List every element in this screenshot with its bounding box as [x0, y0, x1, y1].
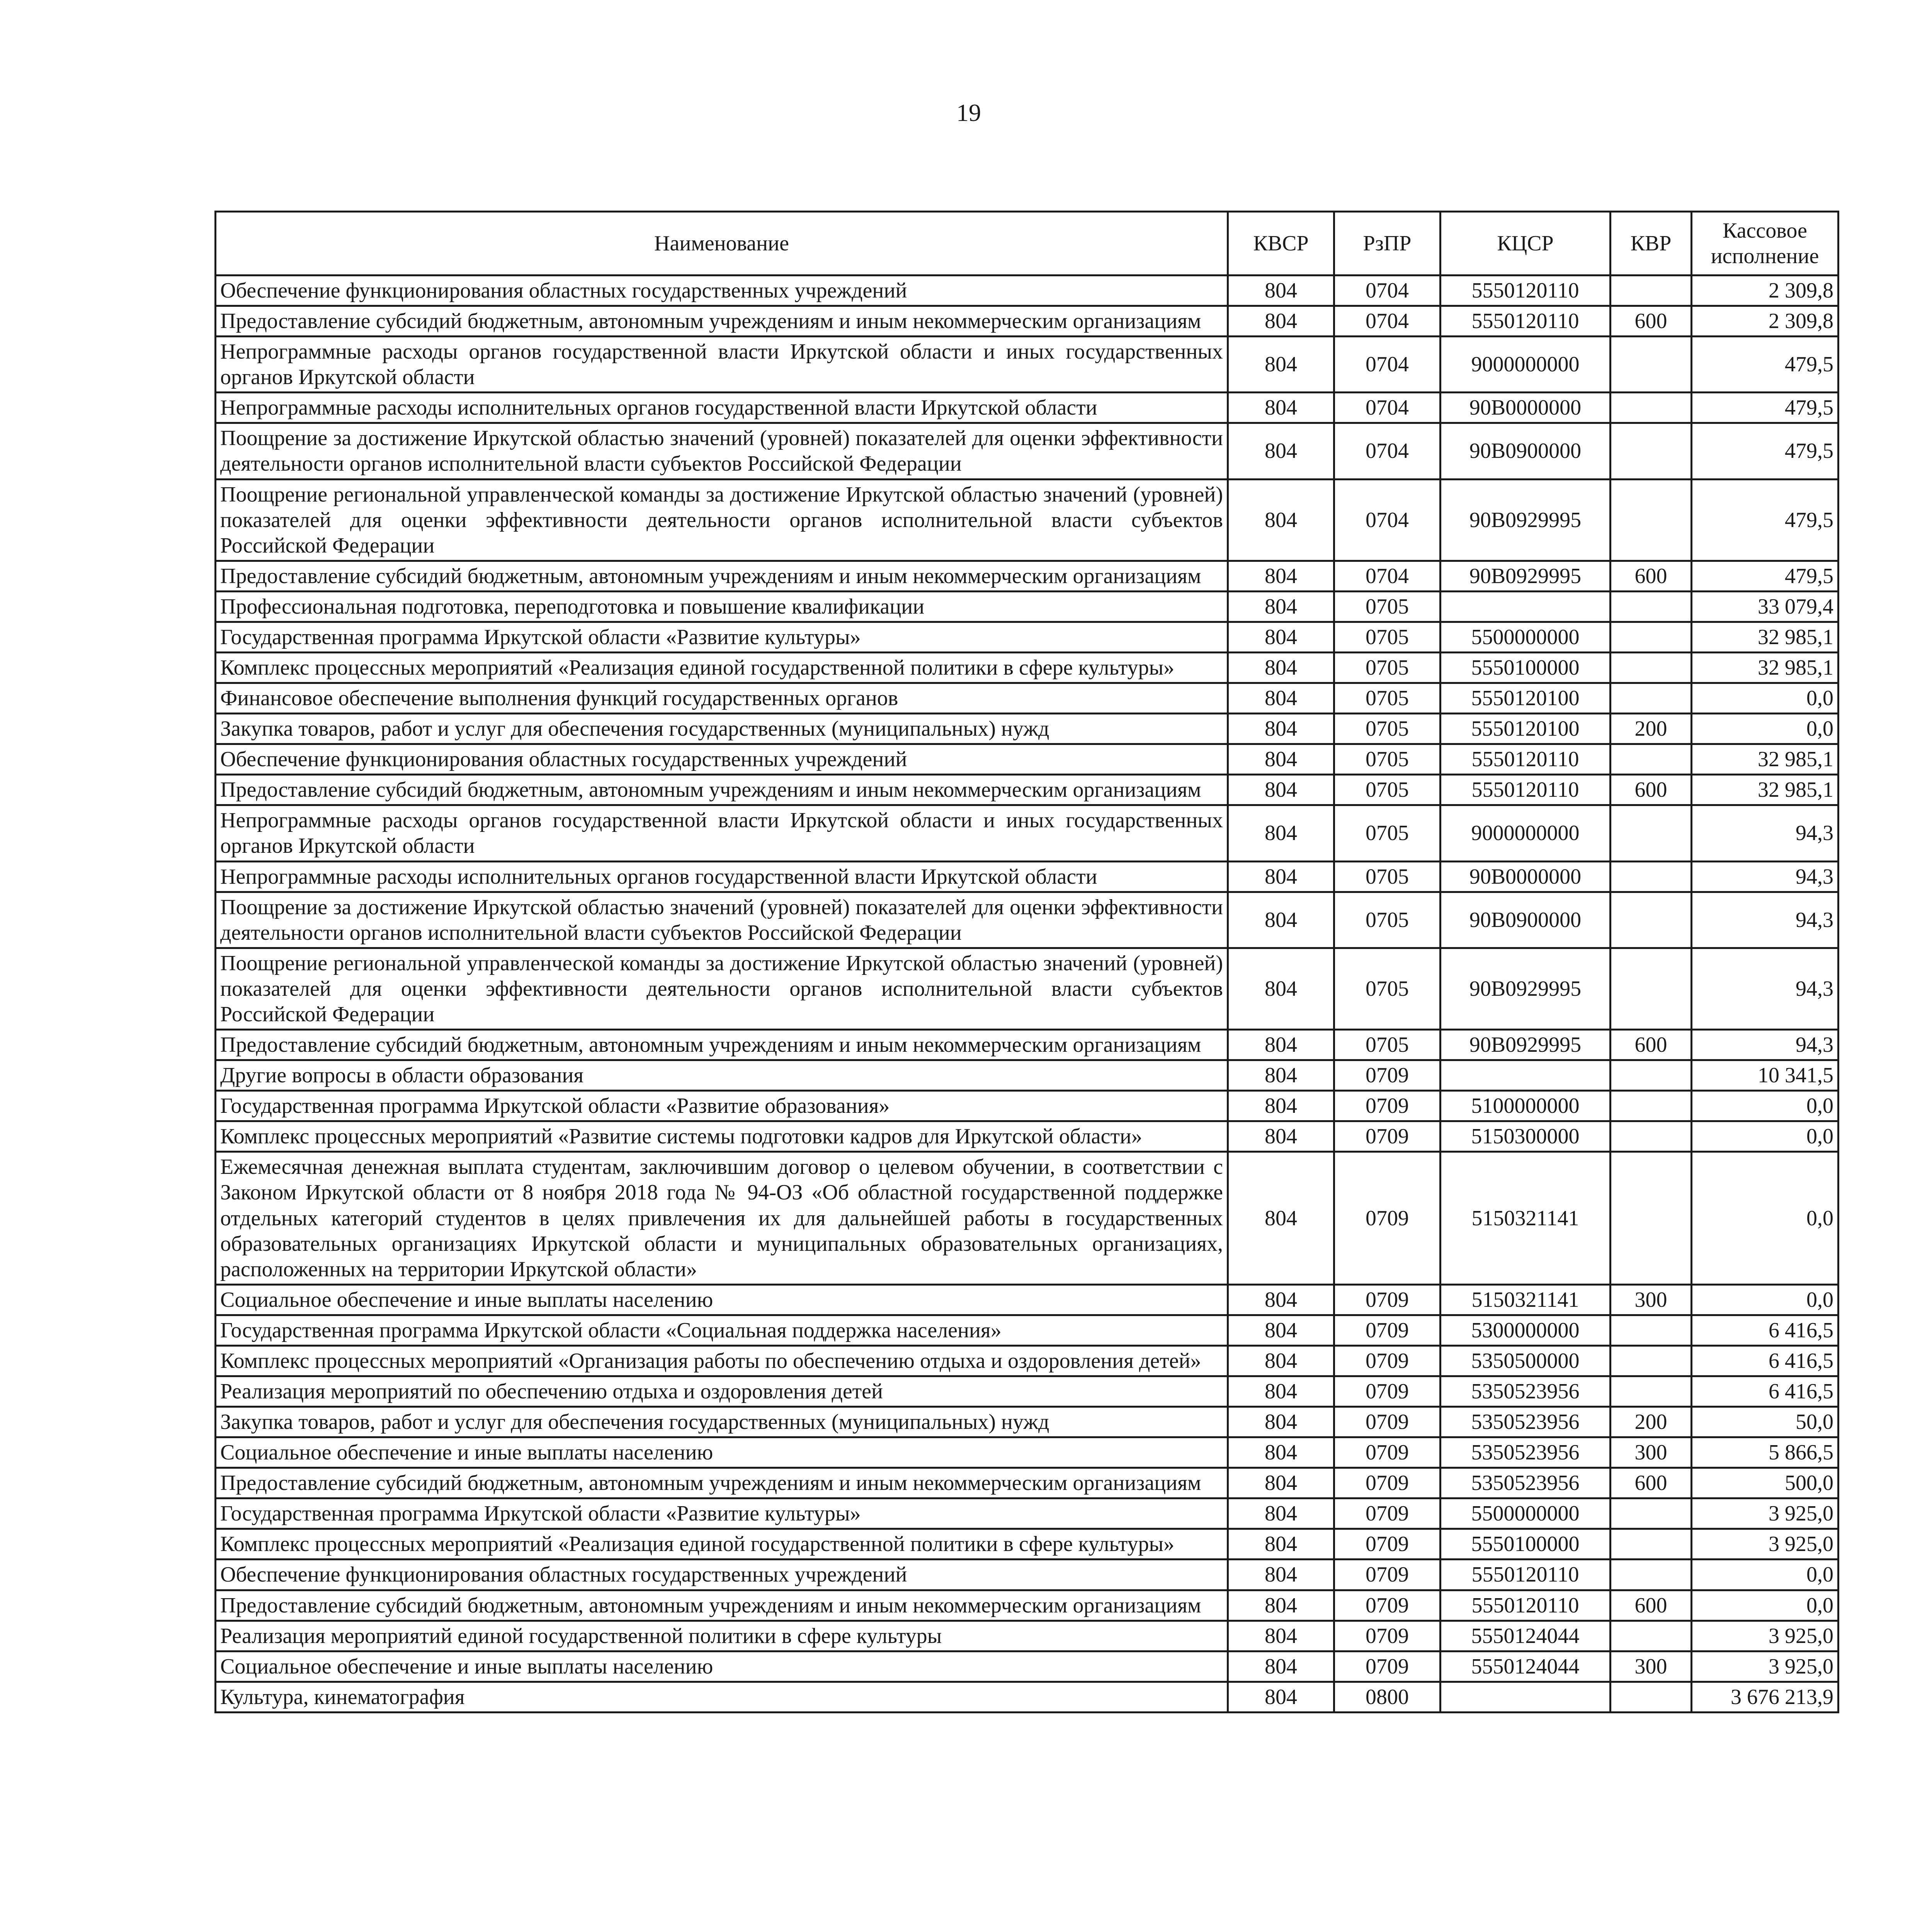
row-kvr-cell	[1611, 337, 1692, 393]
row-rzpr-cell: 0709	[1334, 1091, 1440, 1121]
row-amount-cell: 5 866,5	[1692, 1437, 1838, 1468]
row-amount-cell: 50,0	[1692, 1407, 1838, 1437]
row-amount-cell: 479,5	[1692, 423, 1838, 479]
table-row	[216, 1315, 1838, 1345]
row-name-cell: Предоставление субсидий бюджетным, автономным учреждениям и иным некоммерческим организациям	[216, 1468, 1228, 1498]
row-rzpr-cell: 0709	[1334, 1060, 1440, 1091]
row-name-cell: Государственная программа Иркутской области «Развитие образования»	[216, 1091, 1228, 1121]
page-number: 19	[956, 99, 981, 126]
row-kvr-cell	[1611, 1376, 1692, 1406]
table-row	[216, 1651, 1838, 1682]
row-kvsr-cell: 804	[1228, 561, 1334, 591]
table-row	[216, 1152, 1838, 1284]
row-kvr-cell	[1611, 744, 1692, 775]
row-kcsr-cell: 5550120110	[1440, 1590, 1611, 1621]
row-kvsr-cell: 804	[1228, 1030, 1334, 1060]
row-amount-cell: 6 416,5	[1692, 1345, 1838, 1376]
row-kvr-cell	[1611, 1498, 1692, 1529]
row-amount-cell: 6 416,5	[1692, 1315, 1838, 1345]
row-rzpr-cell: 0705	[1334, 861, 1440, 892]
row-name-cell: Комплекс процессных мероприятий «Реализация единой государственной политики в сфере культуры»	[216, 653, 1228, 683]
row-kvr-cell	[1611, 1091, 1692, 1121]
row-kvsr-cell: 804	[1228, 1560, 1334, 1590]
table-row	[216, 622, 1838, 652]
table-row	[216, 1468, 1838, 1498]
row-kvsr-cell: 804	[1228, 1437, 1334, 1468]
table-row	[216, 1030, 1838, 1060]
row-kvsr-cell: 804	[1228, 683, 1334, 714]
row-name-cell: Предоставление субсидий бюджетным, автономным учреждениям и иным некоммерческим организациям	[216, 1030, 1228, 1060]
row-kcsr-cell: 5550124044	[1440, 1651, 1611, 1682]
row-kvsr-cell: 804	[1228, 393, 1334, 423]
budget-table	[214, 211, 1839, 1713]
row-kcsr-cell: 5550120110	[1440, 1560, 1611, 1590]
row-rzpr-cell: 0709	[1334, 1651, 1440, 1682]
row-kvr-cell	[1611, 423, 1692, 479]
row-name-cell: Профессиональная подготовка, переподготовка и повышение квалификации	[216, 591, 1228, 622]
row-kvsr-cell: 804	[1228, 892, 1334, 948]
row-kvr-cell	[1611, 948, 1692, 1029]
header-rzpr: РзПР	[1334, 212, 1440, 276]
row-name-cell: Социальное обеспечение и иные выплаты населению	[216, 1651, 1228, 1682]
row-name-cell: Комплекс процессных мероприятий «Развитие системы подготовки кадров для Иркутской области»	[216, 1121, 1228, 1152]
row-kvsr-cell: 804	[1228, 1091, 1334, 1121]
row-rzpr-cell: 0705	[1334, 775, 1440, 805]
row-rzpr-cell: 0705	[1334, 805, 1440, 861]
row-rzpr-cell: 0705	[1334, 714, 1440, 744]
row-kvsr-cell: 804	[1228, 622, 1334, 652]
row-kcsr-cell: 5550100000	[1440, 1529, 1611, 1560]
row-rzpr-cell: 0709	[1334, 1152, 1440, 1284]
row-rzpr-cell: 0709	[1334, 1498, 1440, 1529]
row-rzpr-cell: 0704	[1334, 561, 1440, 591]
table-row	[216, 1376, 1838, 1406]
row-rzpr-cell: 0709	[1334, 1345, 1440, 1376]
row-kcsr-cell	[1440, 591, 1611, 622]
row-amount-cell: 2 309,8	[1692, 306, 1838, 337]
row-name-cell: Предоставление субсидий бюджетным, автономным учреждениям и иным некоммерческим организациям	[216, 306, 1228, 337]
row-kcsr-cell: 5550120110	[1440, 744, 1611, 775]
row-kcsr-cell: 5150321141	[1440, 1284, 1611, 1315]
row-kcsr-cell: 5350523956	[1440, 1437, 1611, 1468]
row-kcsr-cell: 5500000000	[1440, 622, 1611, 652]
row-rzpr-cell: 0709	[1334, 1560, 1440, 1590]
row-kvsr-cell: 804	[1228, 1345, 1334, 1376]
row-kvsr-cell: 804	[1228, 775, 1334, 805]
table-row	[216, 744, 1838, 775]
row-kvr-cell	[1611, 653, 1692, 683]
row-amount-cell: 3 676 213,9	[1692, 1682, 1838, 1712]
table-row	[216, 1529, 1838, 1560]
row-kvr-cell: 600	[1611, 1590, 1692, 1621]
row-name-cell: Непрограммные расходы исполнительных органов государственной власти Иркутской области	[216, 393, 1228, 423]
row-kvr-cell: 600	[1611, 1468, 1692, 1498]
row-kvsr-cell: 804	[1228, 1529, 1334, 1560]
table-row	[216, 276, 1838, 306]
row-amount-cell: 0,0	[1692, 1590, 1838, 1621]
table-row	[216, 591, 1838, 622]
row-kvr-cell: 300	[1611, 1437, 1692, 1468]
row-kvr-cell: 200	[1611, 1407, 1692, 1437]
row-name-cell: Предоставление субсидий бюджетным, автономным учреждениям и иным некоммерческим организациям	[216, 561, 1228, 591]
row-kcsr-cell: 90В0929995	[1440, 479, 1611, 561]
table-row	[216, 1682, 1838, 1712]
row-name-cell: Поощрение за достижение Иркутской областью значений (уровней) показателей для оценки эффективности деятельности органов исполнительной власти субъектов Российской Федерации	[216, 892, 1228, 948]
row-kvsr-cell: 804	[1228, 1621, 1334, 1651]
table-row	[216, 1590, 1838, 1621]
row-rzpr-cell: 0709	[1334, 1407, 1440, 1437]
row-kvr-cell	[1611, 276, 1692, 306]
row-kcsr-cell: 5550120110	[1440, 306, 1611, 337]
row-amount-cell: 3 925,0	[1692, 1529, 1838, 1560]
row-kcsr-cell: 5300000000	[1440, 1315, 1611, 1345]
row-kvr-cell	[1611, 683, 1692, 714]
row-rzpr-cell: 0705	[1334, 1030, 1440, 1060]
row-amount-cell: 32 985,1	[1692, 653, 1838, 683]
row-rzpr-cell: 0709	[1334, 1468, 1440, 1498]
row-kcsr-cell: 5550120100	[1440, 714, 1611, 744]
table-body	[216, 276, 1838, 1713]
row-rzpr-cell: 0709	[1334, 1621, 1440, 1651]
row-rzpr-cell: 0705	[1334, 948, 1440, 1029]
row-kcsr-cell: 5150321141	[1440, 1152, 1611, 1284]
row-amount-cell: 6 416,5	[1692, 1376, 1838, 1406]
row-amount-cell: 94,3	[1692, 805, 1838, 861]
table-row	[216, 683, 1838, 714]
row-kcsr-cell: 5100000000	[1440, 1091, 1611, 1121]
table-row	[216, 337, 1838, 393]
row-amount-cell: 500,0	[1692, 1468, 1838, 1498]
row-rzpr-cell: 0705	[1334, 653, 1440, 683]
row-kvsr-cell: 804	[1228, 1121, 1334, 1152]
row-kcsr-cell: 5550120100	[1440, 683, 1611, 714]
row-kcsr-cell: 90В0000000	[1440, 393, 1611, 423]
row-amount-cell: 32 985,1	[1692, 775, 1838, 805]
row-kcsr-cell: 5150300000	[1440, 1121, 1611, 1152]
row-rzpr-cell: 0705	[1334, 892, 1440, 948]
row-kcsr-cell: 90В0900000	[1440, 423, 1611, 479]
row-kvsr-cell: 804	[1228, 1498, 1334, 1529]
row-kcsr-cell: 90В0929995	[1440, 561, 1611, 591]
row-name-cell: Обеспечение функционирования областных государственных учреждений	[216, 276, 1228, 306]
row-kvsr-cell: 804	[1228, 337, 1334, 393]
row-amount-cell: 94,3	[1692, 948, 1838, 1029]
row-name-cell: Поощрение региональной управленческой команды за достижение Иркутской областью значений (уровней) показателей для оценки эффективности деятельности органов исполнительной власти субъектов Российской Федерации	[216, 479, 1228, 561]
table-row	[216, 892, 1838, 948]
row-kvsr-cell: 804	[1228, 861, 1334, 892]
row-rzpr-cell: 0704	[1334, 276, 1440, 306]
row-name-cell: Государственная программа Иркутской области «Развитие культуры»	[216, 622, 1228, 652]
row-rzpr-cell: 0709	[1334, 1121, 1440, 1152]
row-kvr-cell: 600	[1611, 561, 1692, 591]
row-kvr-cell: 600	[1611, 1030, 1692, 1060]
row-amount-cell: 33 079,4	[1692, 591, 1838, 622]
table-row	[216, 1091, 1838, 1121]
row-amount-cell: 0,0	[1692, 683, 1838, 714]
table-row	[216, 714, 1838, 744]
row-amount-cell: 94,3	[1692, 861, 1838, 892]
table-row	[216, 1345, 1838, 1376]
row-name-cell: Обеспечение функционирования областных государственных учреждений	[216, 1560, 1228, 1590]
row-kcsr-cell: 5350523956	[1440, 1376, 1611, 1406]
row-rzpr-cell: 0704	[1334, 479, 1440, 561]
row-name-cell: Государственная программа Иркутской области «Развитие культуры»	[216, 1498, 1228, 1529]
row-name-cell: Государственная программа Иркутской области «Социальная поддержка населения»	[216, 1315, 1228, 1345]
header-name: Наименование	[216, 212, 1228, 276]
row-kvsr-cell: 804	[1228, 276, 1334, 306]
row-kvsr-cell: 804	[1228, 653, 1334, 683]
table-row	[216, 1284, 1838, 1315]
row-amount-cell: 479,5	[1692, 479, 1838, 561]
row-kvr-cell	[1611, 591, 1692, 622]
row-kcsr-cell: 5350523956	[1440, 1407, 1611, 1437]
row-kcsr-cell: 5550100000	[1440, 653, 1611, 683]
row-name-cell: Социальное обеспечение и иные выплаты населению	[216, 1284, 1228, 1315]
row-rzpr-cell: 0709	[1334, 1376, 1440, 1406]
row-kvr-cell: 600	[1611, 306, 1692, 337]
table-row	[216, 1498, 1838, 1529]
table-row	[216, 948, 1838, 1029]
row-name-cell: Финансовое обеспечение выполнения функций государственных органов	[216, 683, 1228, 714]
row-kvr-cell	[1611, 479, 1692, 561]
row-kvr-cell: 300	[1611, 1651, 1692, 1682]
row-name-cell: Ежемесячная денежная выплата студентам, заключившим договор о целевом обучении, в соответствии с Законом Иркутской области от 8 ноября 2018 года № 94-ОЗ «Об областной государственной поддержке отдельных категорий студентов в целях привлечения их для дальнейшей работы в государственных образовательных организациях Иркутской области и муниципальных образовательных организациях, расположенных на территории Иркутской области»	[216, 1152, 1228, 1284]
row-amount-cell: 0,0	[1692, 714, 1838, 744]
row-kcsr-cell: 90В0929995	[1440, 1030, 1611, 1060]
row-kvr-cell	[1611, 1152, 1692, 1284]
row-kvr-cell: 600	[1611, 775, 1692, 805]
row-amount-cell: 479,5	[1692, 393, 1838, 423]
row-kvsr-cell: 804	[1228, 591, 1334, 622]
row-kvsr-cell: 804	[1228, 479, 1334, 561]
row-kvr-cell	[1611, 892, 1692, 948]
table-row	[216, 1407, 1838, 1437]
row-kcsr-cell: 5550120110	[1440, 775, 1611, 805]
row-amount-cell: 10 341,5	[1692, 1060, 1838, 1091]
row-rzpr-cell: 0704	[1334, 423, 1440, 479]
row-kvsr-cell: 804	[1228, 1315, 1334, 1345]
table-row	[216, 1621, 1838, 1651]
row-amount-cell: 3 925,0	[1692, 1621, 1838, 1651]
row-name-cell: Непрограммные расходы исполнительных органов государственной власти Иркутской области	[216, 861, 1228, 892]
row-name-cell: Непрограммные расходы органов государственной власти Иркутской области и иных государственных органов Иркутской области	[216, 337, 1228, 393]
header-kvr: КВР	[1611, 212, 1692, 276]
row-name-cell: Предоставление субсидий бюджетным, автономным учреждениям и иным некоммерческим организациям	[216, 1590, 1228, 1621]
row-name-cell: Поощрение за достижение Иркутской областью значений (уровней) показателей для оценки эффективности деятельности органов исполнительной власти субъектов Российской Федерации	[216, 423, 1228, 479]
header-kcsr: КЦСР	[1440, 212, 1611, 276]
row-kcsr-cell: 9000000000	[1440, 805, 1611, 861]
row-amount-cell: 3 925,0	[1692, 1651, 1838, 1682]
row-rzpr-cell: 0709	[1334, 1590, 1440, 1621]
row-amount-cell: 0,0	[1692, 1091, 1838, 1121]
row-amount-cell: 479,5	[1692, 561, 1838, 591]
table-row	[216, 423, 1838, 479]
row-rzpr-cell: 0709	[1334, 1284, 1440, 1315]
row-kvsr-cell: 804	[1228, 1152, 1334, 1284]
row-kvsr-cell: 804	[1228, 306, 1334, 337]
row-kcsr-cell: 5550120110	[1440, 276, 1611, 306]
row-kvr-cell	[1611, 805, 1692, 861]
row-kcsr-cell: 5350500000	[1440, 1345, 1611, 1376]
table-row	[216, 1121, 1838, 1152]
table-row	[216, 805, 1838, 861]
row-kvr-cell: 300	[1611, 1284, 1692, 1315]
row-name-cell: Комплекс процессных мероприятий «Организация работы по обеспечению отдыха и оздоровления детей»	[216, 1345, 1228, 1376]
row-kvsr-cell: 804	[1228, 948, 1334, 1029]
row-kvsr-cell: 804	[1228, 1468, 1334, 1498]
row-kvr-cell	[1611, 1560, 1692, 1590]
table-header-row	[216, 212, 1838, 276]
table-row	[216, 561, 1838, 591]
row-kcsr-cell	[1440, 1060, 1611, 1091]
row-kvr-cell	[1611, 393, 1692, 423]
row-amount-cell: 479,5	[1692, 337, 1838, 393]
row-kvr-cell	[1611, 1529, 1692, 1560]
row-kcsr-cell: 5500000000	[1440, 1498, 1611, 1529]
row-kvsr-cell: 804	[1228, 1651, 1334, 1682]
row-rzpr-cell: 0709	[1334, 1315, 1440, 1345]
row-rzpr-cell: 0704	[1334, 337, 1440, 393]
row-rzpr-cell: 0704	[1334, 306, 1440, 337]
table-row	[216, 653, 1838, 683]
row-name-cell: Предоставление субсидий бюджетным, автономным учреждениям и иным некоммерческим организациям	[216, 775, 1228, 805]
header-kvsr: КВСР	[1228, 212, 1334, 276]
row-amount-cell: 94,3	[1692, 1030, 1838, 1060]
row-kvsr-cell: 804	[1228, 805, 1334, 861]
row-name-cell: Культура, кинематография	[216, 1682, 1228, 1712]
row-amount-cell: 32 985,1	[1692, 744, 1838, 775]
row-kcsr-cell: 9000000000	[1440, 337, 1611, 393]
row-kvsr-cell: 804	[1228, 744, 1334, 775]
row-amount-cell: 0,0	[1692, 1560, 1838, 1590]
row-kvr-cell	[1611, 861, 1692, 892]
row-kvsr-cell: 804	[1228, 1376, 1334, 1406]
row-amount-cell: 2 309,8	[1692, 276, 1838, 306]
row-name-cell: Непрограммные расходы органов государственной власти Иркутской области и иных государственных органов Иркутской области	[216, 805, 1228, 861]
row-rzpr-cell: 0709	[1334, 1437, 1440, 1468]
row-kvsr-cell: 804	[1228, 714, 1334, 744]
row-amount-cell: 32 985,1	[1692, 622, 1838, 652]
row-name-cell: Реализация мероприятий по обеспечению отдыха и оздоровления детей	[216, 1376, 1228, 1406]
row-name-cell: Другие вопросы в области образования	[216, 1060, 1228, 1091]
table-row	[216, 1437, 1838, 1468]
row-name-cell: Закупка товаров, работ и услуг для обеспечения государственных (муниципальных) нужд	[216, 1407, 1228, 1437]
table-row	[216, 479, 1838, 561]
row-kvr-cell	[1611, 1060, 1692, 1091]
row-amount-cell: 0,0	[1692, 1284, 1838, 1315]
row-kcsr-cell: 5350523956	[1440, 1468, 1611, 1498]
row-rzpr-cell: 0705	[1334, 744, 1440, 775]
row-kvsr-cell: 804	[1228, 1284, 1334, 1315]
row-amount-cell: 94,3	[1692, 892, 1838, 948]
row-kvr-cell	[1611, 1121, 1692, 1152]
row-kvr-cell	[1611, 1621, 1692, 1651]
row-name-cell: Комплекс процессных мероприятий «Реализация единой государственной политики в сфере культуры»	[216, 1529, 1228, 1560]
row-kvsr-cell: 804	[1228, 1590, 1334, 1621]
header-amount: Кассовое исполнение	[1692, 212, 1838, 276]
row-kvr-cell	[1611, 1315, 1692, 1345]
row-kvr-cell: 200	[1611, 714, 1692, 744]
row-amount-cell: 3 925,0	[1692, 1498, 1838, 1529]
row-name-cell: Поощрение региональной управленческой команды за достижение Иркутской областью значений (уровней) показателей для оценки эффективности деятельности органов исполнительной власти субъектов Российской Федерации	[216, 948, 1228, 1029]
row-kvr-cell	[1611, 622, 1692, 652]
table-row	[216, 1060, 1838, 1091]
row-kvsr-cell: 804	[1228, 1407, 1334, 1437]
row-amount-cell: 0,0	[1692, 1121, 1838, 1152]
row-kvsr-cell: 804	[1228, 423, 1334, 479]
row-rzpr-cell: 0705	[1334, 622, 1440, 652]
table-row	[216, 775, 1838, 805]
row-kcsr-cell: 90В0900000	[1440, 892, 1611, 948]
table-row	[216, 861, 1838, 892]
row-kvr-cell	[1611, 1345, 1692, 1376]
row-rzpr-cell: 0705	[1334, 591, 1440, 622]
row-rzpr-cell: 0705	[1334, 683, 1440, 714]
row-kcsr-cell: 90В0929995	[1440, 948, 1611, 1029]
row-kvsr-cell: 804	[1228, 1682, 1334, 1712]
row-rzpr-cell: 0709	[1334, 1529, 1440, 1560]
table-row	[216, 306, 1838, 337]
row-name-cell: Закупка товаров, работ и услуг для обеспечения государственных (муниципальных) нужд	[216, 714, 1228, 744]
row-kvr-cell	[1611, 1682, 1692, 1712]
row-kcsr-cell	[1440, 1682, 1611, 1712]
row-name-cell: Социальное обеспечение и иные выплаты населению	[216, 1437, 1228, 1468]
row-rzpr-cell: 0704	[1334, 393, 1440, 423]
table-row	[216, 393, 1838, 423]
row-kcsr-cell: 90В0000000	[1440, 861, 1611, 892]
row-name-cell: Обеспечение функционирования областных государственных учреждений	[216, 744, 1228, 775]
table-row	[216, 1560, 1838, 1590]
row-kvsr-cell: 804	[1228, 1060, 1334, 1091]
row-amount-cell: 0,0	[1692, 1152, 1838, 1284]
row-name-cell: Реализация мероприятий единой государственной политики в сфере культуры	[216, 1621, 1228, 1651]
row-rzpr-cell: 0800	[1334, 1682, 1440, 1712]
row-kcsr-cell: 5550124044	[1440, 1621, 1611, 1651]
